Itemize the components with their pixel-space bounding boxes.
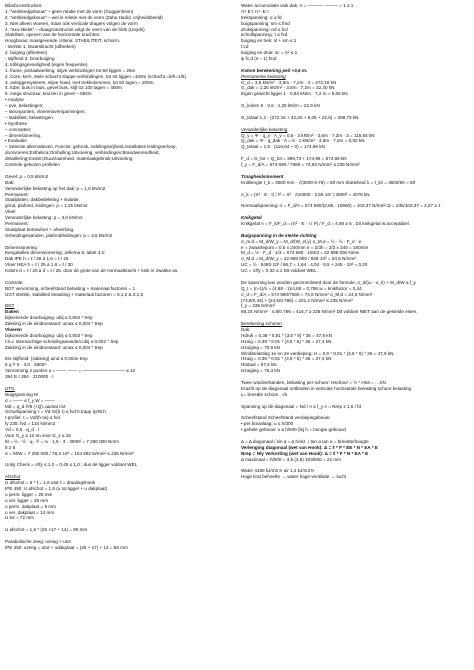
- text-line: - sterkte 1. Dwarskracht (afbreken): [5, 44, 76, 50]
- text-line: Q_t = (n-1)/n = (4,68 - 1)/4,68 = 0,786 w = knikfactor = 0,44: [241, 285, 362, 291]
- text-line: Hzuiging = 75,3 kN: [241, 368, 280, 374]
- text-line: U tot = 72 mm: [5, 515, 34, 521]
- text-line: De spanning kan worden gecontroleerd door de formule; σ_d/(ω · σ_k) + M_d/W ≤ f_y: [241, 279, 416, 285]
- text-line: σ_d = F_d/A = 574 690/7680 = 74,8 N/mm² σ_M,d = 24,5 N/mm²: [241, 291, 373, 297]
- text-line: Buigspanning in de sterke richting: [241, 232, 317, 238]
- text-line: Permanent:: [5, 191, 29, 197]
- text-line: t.b.v. steenachtige scheidingswanden;ubij ≤ 0,002 * ℓrep: [5, 338, 119, 344]
- text-line: - stijfheid 3. Doorbuiging: [5, 56, 55, 62]
- text-line: u perm. ligger = 25 mm: [5, 491, 53, 497]
- text-line: f_y = F_d/A = 574 690 / 7680 = 74,83 N/mm² ≤ 235 N/mm²: [241, 162, 360, 168]
- text-line: M = ½ · ½ · q · l² = ⅛ · 1,5 · 3 · 3600² = 7 290 000 Nmm: [5, 438, 119, 444]
- text-line: grind, plafond, leidingen: p = 1,25 kN/m2: [5, 203, 88, 209]
- text-line: 4. “exo-skelet” – draagconstructie volgt de vorm van de blob (Lloyds): [5, 26, 145, 32]
- text-line: Dak IPE h = ℓ / 28 à 1,6 = ℓ / 25: [5, 256, 69, 262]
- text-line: buigspanning: sm ≤ fmd: [241, 20, 290, 26]
- text-line: Hzuiging = 70,9 kN: [241, 344, 280, 350]
- text-line: L= breedte schoor . √5: [241, 391, 288, 397]
- text-line: Bibobconstructies:: [5, 3, 43, 8]
- text-line: Eigen gewicht ligger 1 · 0,84 kN/m · 7,2 m = 6,05 kN: [241, 91, 348, 97]
- text-line: Twee windverbanden, belasting per schoor: Hschoor = ½ * Htot = ... kN: [241, 380, 386, 385]
- text-line: Vervorming 2 punten u = ─── ─── = ───────────── ≤ 12: [5, 368, 135, 374]
- text-line: Dimensionering: [5, 244, 37, 250]
- text-line: π⁴·E·I π⁴ ·E·I: [241, 8, 269, 14]
- text-line: Permanente belasting: [241, 73, 286, 79]
- text-line: UGT sterkte, stabiliteit belasting + materiaal factoren = 0,1,2 & 0,1,5: [5, 291, 144, 297]
- text-line: buiging en druk: sc = π² ≤ 1: [241, 50, 298, 56]
- text-line: Veranderlijke belasting op het dak: p = 1,0 kN/m2: [5, 185, 106, 191]
- text-line: Verlenging diagonaal (wet van Hook): Δ = ℓ * F * EE * N * EA * E: [241, 444, 378, 450]
- text-line: σ_k = (π² · E · I) / ℓ² = π² · 210000 · 2,55·10⁷ / 3600² = 4078 kN: [241, 191, 370, 197]
- text-line: u ver. ligger = 25 mm: [5, 497, 49, 503]
- text-line: Water 4180 kJ/m3 K air 1,2 kJ/m3 K: [241, 468, 315, 474]
- text-line: Hzuig = 0,38 * 0,91 * (3,6 * 6) * 36 = 27,4 kN: [241, 356, 332, 362]
- text-line: σ_m,d = M_d/W_y = M_d/(W_el,y) σ_M,d = ½ · ½ · F_d · e: [241, 238, 362, 244]
- text-line: σ = M/W = 7 290 000 / 78,3·10³ = 104 682 N/mm² ≤ 235 N/mm²: [5, 450, 134, 456]
- text-line: Md = q_d·l²/8 (+Q)..aantal m2: [5, 403, 66, 409]
- text-line: Dak:: [241, 326, 251, 332]
- text-line: Stabiliteit, openen van de horizontale krachten.: [5, 32, 101, 38]
- text-line: f.cd: [241, 44, 249, 50]
- text-line: Windbelasting 1e en 2e verdieping: H = 0,9 * 0,91 * (3,6 * 6) * 36 = 47,9 kN: [241, 350, 394, 356]
- text-line: Hoge krat behoefte → water hage ventilatie → lucht: [241, 474, 347, 480]
- text-line: 5. mega structuur, kruizen in gevel – 650m: [5, 91, 92, 97]
- text-line: Daken: [5, 309, 19, 315]
- text-line: trekspanning: σ ≤ fd: [241, 14, 282, 20]
- text-line: Spanning op de diagonaal = Nd / A ≤ f_y A = Nrep x 1,5 / fd: [241, 403, 362, 409]
- text-line: • Synthese: [5, 120, 28, 126]
- text-line: 1. frame, portaalwerking, stijve verbindingen tot 50 liggen = 25m: [5, 67, 136, 73]
- text-line: (74,8/0,44) + (24,5/0,786) = 201,2 N/mm² ≤ 235 N/mm²: [241, 297, 353, 303]
- text-line: Kolom d = ℓ / 20 à d = ℓ / 25, door de grote van de normaalkracht + knik in zwakke as.: [5, 268, 179, 274]
- text-line: IPE 450; U afschot = 1,6 (u tot ligger + u dakplaat): [5, 486, 108, 492]
- text-line: G_dak = 1,25 kN/m² · 3,6m · 7,2m = 32,40 kN: [241, 85, 335, 91]
- text-line: Knikgetal: [241, 215, 262, 221]
- text-line: Scheidingswanden, plafond/leidingen: p = 3,5 kN/m2: [5, 232, 113, 238]
- text-line: Vloer: [5, 209, 16, 215]
- text-line: Schuifspanning τ = Vd·S/(b·I) ≤ fvd h.trapp Ip/W.h: [5, 409, 106, 415]
- text-line: F_d = G_tot + Q_tot = 399,73 + 174,96 = 574,69 kN: [241, 156, 347, 162]
- text-line: f_y = 235 N/mm²: [241, 303, 276, 309]
- text-line: Kniklengte ℓ_k = 3600 mm · √(3600·0,75) = 60 mm Slankheid λ = ℓ_k/i = 3600/60 = 60: [241, 179, 416, 185]
- text-line: – stabiliteit, belastingen.: [5, 114, 55, 120]
- text-line: Staalplaten, dakbedekking + isolatie,: [5, 197, 80, 203]
- text-line: • Evaluatie: [5, 138, 27, 144]
- text-line: 384 E·I 384 · 210000 · I: [5, 374, 54, 380]
- text-line: Water accumulatie vlak dak; n = ───── ──── = 1 ≥ 1: [241, 3, 354, 8]
- text-line: σ_M,d = M_d/W_y = 22 988 000 / 938·10³ = 24,5 N/mm²: [241, 256, 356, 262]
- text-line: Q_totaal = 1,5 · (116,64 + 0) = 174,96 kN: [241, 144, 325, 150]
- text-line: UC = σ/fy = 0,32 ≤ 1 Dit voldoet WEL.: [241, 268, 318, 274]
- text-line: schuifspanning: τ ≤ fvd: [241, 32, 288, 38]
- text-line: Kracht op de diagonaal ontbinden in verticale horizontale belasting schoor belasting: [241, 385, 412, 391]
- text-line: G_kolom 5 · 3,6 · 1,25 kN/m = 22,5 kN: [241, 103, 320, 109]
- text-line: Scheefstand Scheefstand verdiepingsbouw:: [241, 415, 331, 421]
- text-line: M_d = ½ · F_d · 1/3 = 574 690 · 160/3 = 22 988 000 Nmm: [241, 250, 360, 256]
- text-line: – concepten;: [5, 126, 32, 132]
- text-line: – dimensionering.: [5, 132, 42, 138]
- left-column: [5, 3, 227, 551]
- text-line: 68,24 N/mm² · 4,8/0,786 = 416,7 ≥ 235 N/mm² Dit voldoet NIET aan de gestelde eisen.: [241, 309, 418, 315]
- text-line: I-profiel: τ = Vd/(h·tw) ≤ fvd: [5, 415, 60, 421]
- text-line: detaillering;Kosten;Duurzaamheid, materiaalgebruik;Uitvoering: [5, 156, 133, 162]
- text-line: ψ fc,d (n – 1) fmd: [241, 56, 277, 62]
- text-line: UC = ½ · 5480·10³ / 66,7 = 1,64 · 4,04 · 5,5 + 245 · 10³ = 0,20: [241, 262, 368, 268]
- text-line: Htotaal = 67,4 kN: [241, 362, 277, 368]
- text-line: IPE 450: uzeeg = utot + udakplaat = (25 + 17) + 14 = 56 mm: [5, 544, 128, 550]
- text-line: fy 235: fvd = 134 N/mm2: [5, 421, 56, 427]
- text-line: drukspanning: σd ≤ fcd: [241, 26, 288, 32]
- text-line: 3. outriggersysteem, stijve hoed, met trekkolommen, tot 50 lagen = 200m.: [5, 79, 155, 85]
- text-line: – Selectie alternatieven. Functie; gebruik, indelingsvrijheid,installaties leidingverloop,: [5, 144, 177, 150]
- text-line: – pve, belastingen;: [5, 103, 44, 109]
- text-line: • per bouwlaag: u ≤ h/300: [241, 421, 294, 427]
- text-line: Controle;: [5, 279, 24, 285]
- text-line: Q_dak = Ψ · q_dak · A = 0 · 1 kN/m² · 3,6m · 7,2m = 0,00 kN: [241, 138, 365, 144]
- text-line: 1. “verkleedgebouw” – geen relatie met de vorm (Guggenheim): [5, 8, 134, 14]
- text-line: 8 2 8: [5, 444, 16, 450]
- text-line: 2. Core, kern, stele schacht slappe verbindingen, tot 40 liggen =150m (schacht =b/h=1/6): [5, 73, 186, 79]
- text-line: Zakking in de eindtoestand: umax ≤ 0,004 * ℓrep: [5, 344, 103, 350]
- text-line: U afschot = 6 * ℓ = 1,6 utot ℓ = draaiingshoek: [5, 480, 96, 486]
- text-line: Hdruk = 0,38 * 0,91 * (3,5 * 6) * 36 = 47,9 kN: [241, 332, 332, 338]
- right-column: [241, 3, 469, 480]
- text-line: G_d = 3,5 kN/m² · 3,6m · 7,2m · 3 = 272,16 kN: [241, 79, 337, 85]
- text-line: – steunpunten, vloerenoverspanningen;: [5, 109, 86, 115]
- text-line: Permanent:: [5, 220, 29, 226]
- text-line: • gehele gebouw: u ≤ h/500 (bij h = hoogte gebouw): [241, 427, 347, 433]
- text-line: Gevel: p = 0,5 kN/m2: [5, 173, 49, 179]
- text-line: Δ maximaal = h/500 = 3,6 (3,6) 103/500 = 22 mm: [241, 456, 341, 462]
- text-line: Hoogbouw; maatgevende criteria: STABILITEIT, schorm.: [5, 38, 121, 44]
- text-line: u ver. dakplaat = 14 mm: [5, 509, 55, 515]
- text-line: buiging en trek: st + sm ≤ 1: [241, 38, 297, 44]
- text-line: Berekening schoren: [241, 321, 282, 327]
- text-line: Staalplaat betonvloer + afwerking,: [5, 226, 75, 232]
- text-line: 4. trillingsgevoeligheid (eigen frequentie): [5, 61, 88, 67]
- text-line: Normaalspanning: σ = F_d/A = 574 690/(0,66 · 10960) = 103,37 N/mm² Ω = 235/103,37 = 2,27 ≥ 1: [241, 203, 441, 209]
- text-line: Q_v = Ψ · q_v · A_v = 0,5 · 3 kN/m² · 3,6m · 7,2m · 3 = 116,64 kN: [241, 132, 375, 138]
- text-line: BGT vervorming, scheefstand belasting + materiaal factoren = 1: [5, 285, 136, 291]
- text-line: Kengetallen dimensionering, Jellema 9, tabel 4.2:: [5, 250, 106, 256]
- text-line: BGT: [5, 303, 15, 309]
- text-line: Vloeren: [5, 326, 22, 332]
- text-line: Voor G_y ≤ 12 en voor G_z ≤ 15: [5, 433, 71, 439]
- text-line: Veranderlijke belasting: [241, 126, 288, 132]
- text-line: σ = ─── ≤ f_y W = ───: [5, 397, 55, 403]
- text-line: • Analyse: [5, 97, 24, 103]
- text-line: U afschot = 1,6 * (25 +17 + 14) = 90 mm: [5, 527, 88, 533]
- text-line: Veranderlijke belasting: p = 3,0 kN/m2: [5, 215, 83, 221]
- text-line: Vd = 0,5 · q_d · l: [5, 427, 40, 433]
- text-line: Buigspanning M: [5, 391, 38, 397]
- text-line: doorvoeren;Esthetica;Omhulling;Uitvoering, verbindingen;Brandwerendheid,: [5, 150, 160, 156]
- text-line: Dak:: [5, 179, 15, 185]
- text-line: Nrep = N/γ Verkorting (wet van Hook): Δ = ℓ * F * N * EA * E: [241, 450, 369, 456]
- text-line: Kolom berekening peil +3,6 m.: [241, 67, 308, 73]
- text-line: Hzuig = 0,38 * 0,91 * (3,5 * 6) * 36 = 27,4 kN: [241, 338, 332, 344]
- text-line: Eis stijfheid: (zakking) uind ≤ 0,004x ℓrep: [5, 356, 88, 362]
- text-line: bijkomende doorbuiging: ubij ≤ 0,004 * ℓrep: [5, 315, 93, 321]
- text-line: Controle gekozen profielen: [5, 162, 60, 168]
- text-line: 2. buiging (afbreken): [5, 50, 48, 56]
- text-line: 4. tube; buis in buis, gevel buis, stijf tot 100 lagen = 400m: [5, 85, 122, 91]
- text-line: bijkomende doorbuiging: ubij ≤ 0,003 * ℓrep: [5, 332, 93, 338]
- text-line: 5 q l⁴ 5 · 3,0 · 3600⁴: [5, 362, 47, 368]
- text-line: Δ = Δ diagonaal / sin α = Δ horiz. / tan α tan α = breedte/hoogte: [241, 438, 369, 444]
- text-line: e = zwaartepunt = 0,5 x 240mm e = 2/3h = 2/3 x 240 = 160mm: [241, 244, 369, 250]
- text-line: Parabolische zeeg: uzeeg > utot: [5, 539, 71, 545]
- text-line: Traagheidsmoment: [241, 173, 284, 179]
- text-line: Unity Check = σ/fy ≤ 1,0 = 0,45 ≤ 1,0 ; dus de ligger voldoet WEL: [5, 462, 138, 468]
- text-line: Vloer HEA h = ℓ / 25 à 1,6 = ℓ / 30: [5, 262, 73, 268]
- text-line: UTG: [5, 385, 15, 391]
- text-line: u perm. dakplaat = 9 mm: [5, 503, 56, 509]
- text-line: G_totaal 1,2 · (272,16 + 32,40 + 6,05 + 22,5) = 399,73 kN: [241, 114, 359, 120]
- text-line: 3. Niet alleen vloeren, maar ook verticale dragers volgen de vorm: [5, 20, 138, 26]
- text-line: Afschot: [5, 474, 21, 480]
- text-line: Zakking in de eindtoestand: umax ≤ 0,004 * ℓrep: [5, 321, 103, 327]
- text-line: 2. “verkleedgebouw” – wel in relatie met de vorm (Zaha Hadid, vrijheidsbeeld): [5, 14, 163, 20]
- text-line: Knikgetal n = F_k/F_d = (π² · E · I / ℓ²) / F_d = 4,68 ≥ 5 ; Dit knikgetal is acceptabel.: [241, 220, 410, 226]
